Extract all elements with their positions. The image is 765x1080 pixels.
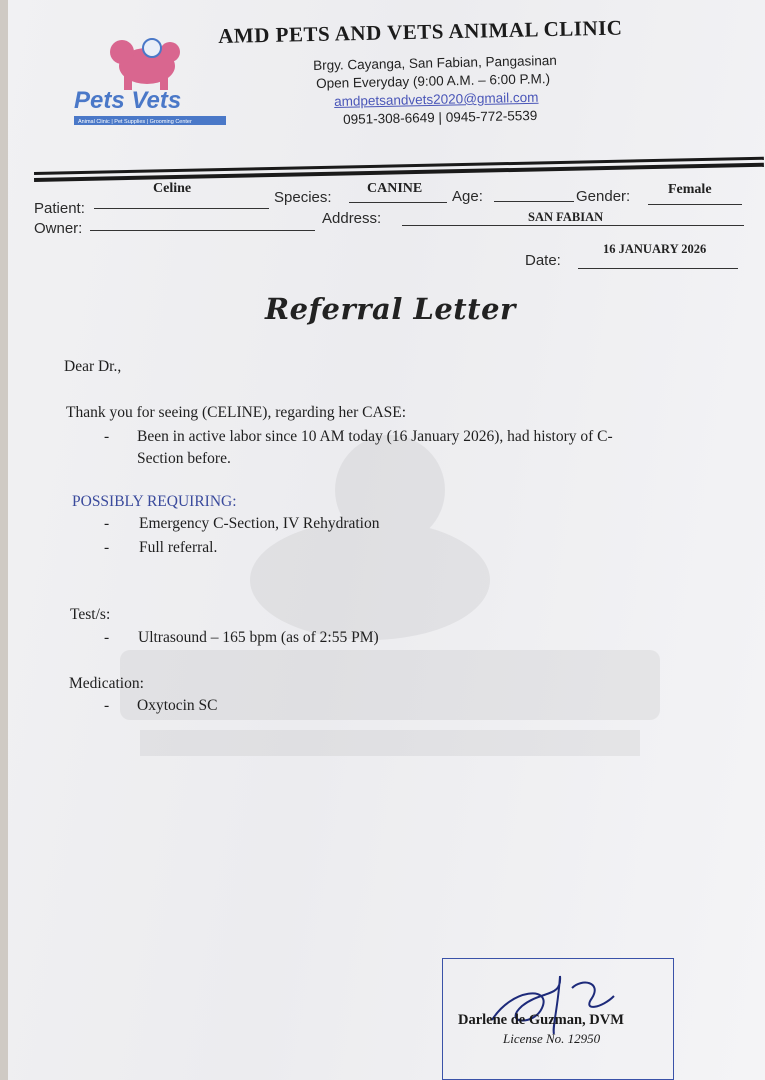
date-label: Date: bbox=[525, 252, 561, 269]
patient-label: Patient: bbox=[34, 200, 85, 217]
address-label: Address: bbox=[322, 210, 382, 227]
signature-name: Darlene de Guzman, DVM bbox=[458, 1012, 624, 1028]
owner-underline bbox=[90, 230, 315, 231]
date-value: 16 JANUARY 2026 bbox=[603, 242, 707, 256]
patient-underline bbox=[94, 208, 269, 209]
gender-value: Female bbox=[668, 182, 712, 197]
clinic-phones: 0951-308-6649 | 0945-772-5539 bbox=[343, 107, 538, 127]
gender-underline bbox=[648, 204, 742, 205]
species-value: CANINE bbox=[367, 181, 423, 196]
owner-label: Owner: bbox=[34, 220, 83, 237]
tests-item: Ultrasound – 165 bpm (as of 2:55 PM) bbox=[138, 629, 379, 646]
species-underline bbox=[349, 202, 447, 203]
address-underline bbox=[402, 225, 744, 226]
case-item-line2: Section before. bbox=[137, 450, 231, 467]
clinic-logo bbox=[72, 36, 237, 136]
age-label: Age: bbox=[452, 188, 483, 205]
requiring-heading: POSSIBLY REQUIRING: bbox=[72, 493, 237, 510]
requiring-item: Full referral. bbox=[139, 539, 218, 556]
tests-bullet: - bbox=[104, 629, 110, 646]
clinic-hours: Open Everyday (9:00 A.M. – 6:00 P.M.) bbox=[316, 71, 551, 91]
medication-bullet: - bbox=[104, 697, 110, 714]
requiring-bullet: - bbox=[104, 515, 110, 532]
tests-heading: Test/s: bbox=[70, 606, 111, 623]
medication-heading: Medication: bbox=[69, 675, 144, 692]
medication-item: Oxytocin SC bbox=[137, 697, 218, 714]
age-underline bbox=[494, 201, 574, 202]
address-value: SAN FABIAN bbox=[528, 210, 604, 224]
patient-value: Celine bbox=[153, 181, 192, 196]
case-item-line1: Been in active labor since 10 AM today (16 January 2026), had history of C- bbox=[137, 428, 613, 445]
requiring-item: Emergency C-Section, IV Rehydration bbox=[139, 515, 380, 532]
requiring-bullet: - bbox=[104, 539, 110, 556]
species-label: Species: bbox=[274, 189, 332, 206]
letter-title: Referral Letter bbox=[265, 292, 516, 326]
gender-label: Gender: bbox=[576, 188, 631, 205]
salutation: Dear Dr., bbox=[64, 358, 122, 375]
case-bullet: - bbox=[104, 428, 110, 445]
clinic-address: Brgy. Cayanga, San Fabian, Pangasinan bbox=[313, 52, 557, 73]
date-underline bbox=[578, 268, 738, 269]
clinic-name: AMD PETS AND VETS ANIMAL CLINIC bbox=[218, 15, 623, 48]
clinic-email[interactable]: amdpetsandvets2020@gmail.com bbox=[334, 89, 539, 109]
logo-tagline: Animal Clinic | Pet Supplies | Grooming Center bbox=[78, 119, 192, 125]
signature-license: License No. 12950 bbox=[503, 1031, 601, 1046]
logo-wordmark: Pets Vets bbox=[74, 87, 182, 114]
case-intro: Thank you for seeing (CELINE), regarding her CASE: bbox=[66, 404, 407, 421]
